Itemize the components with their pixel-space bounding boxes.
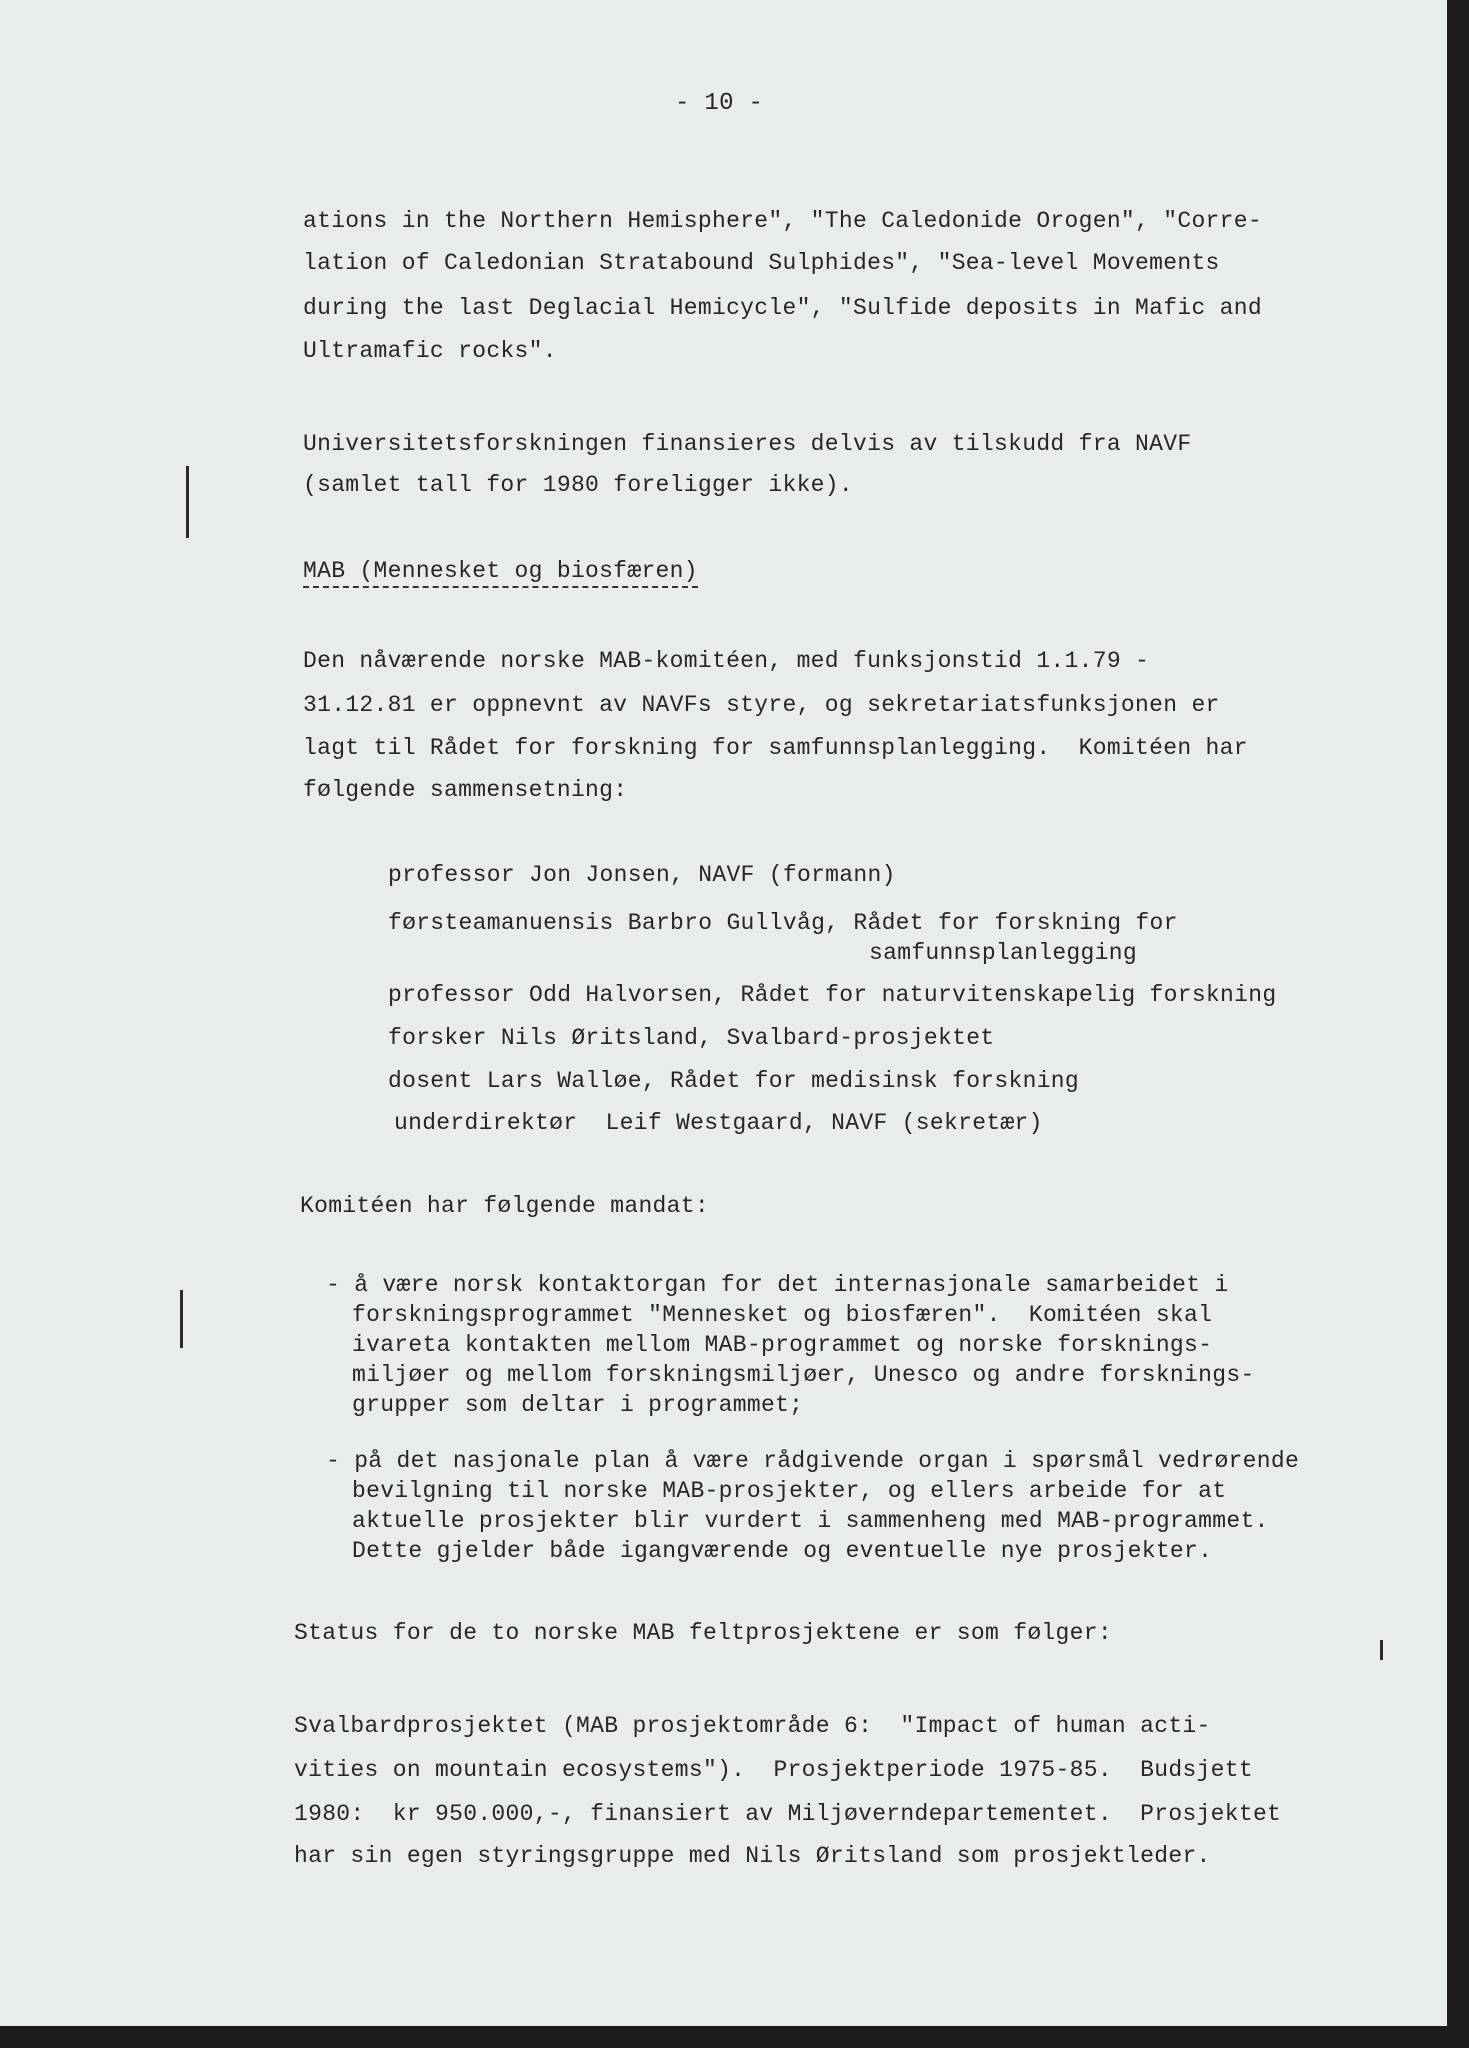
- para3-line-4: følgende sammensetning:: [303, 777, 628, 803]
- bullet1-line-2: forskningsprogrammet "Mennesket og biosfæren". Komitéen skal: [352, 1302, 1213, 1328]
- page-number: - 10 -: [675, 90, 764, 117]
- member-1: professor Jon Jonsen, NAVF (formann): [388, 862, 896, 888]
- bullet1-line-5: grupper som deltar i programmet;: [352, 1392, 804, 1418]
- section-heading-mab: MAB (Mennesket og biosfæren): [303, 558, 698, 588]
- member-2: førsteamanuensis Barbro Gullvåg, Rådet for forskning for: [388, 910, 1178, 936]
- para2-line-1: Universitetsforskningen finansieres delvis av tilskudd fra NAVF: [303, 431, 1192, 457]
- member-2-cont: samfunnsplanlegging: [869, 940, 1137, 966]
- para3-line-1: Den nåværende norske MAB-komitéen, med funksjonstid 1.1.79 -: [303, 648, 1150, 674]
- member-3: professor Odd Halvorsen, Rådet for naturvitenskapelig forskning: [388, 982, 1277, 1008]
- bullet2-line-4: Dette gjelder både igangværende og eventuelle nye prosjekter.: [352, 1538, 1213, 1564]
- bullet2-line-1: - på det nasjonale plan å være rådgivende organ i spørsmål vedrørende: [326, 1448, 1300, 1474]
- member-5: dosent Lars Walløe, Rådet for medisinsk forskning: [388, 1068, 1080, 1094]
- para1-line-2: lation of Caledonian Stratabound Sulphides", "Sea-level Movements: [303, 250, 1220, 276]
- para3-line-2: 31.12.81 er oppnevnt av NAVFs styre, og sekretariatsfunksjonen er: [303, 692, 1220, 718]
- para1-line-3: during the last Deglacial Hemicycle", "Sulfide deposits in Mafic and: [303, 295, 1262, 321]
- bullet2-line-3: aktuelle prosjekter blir vurdert i sammenheng med MAB-programmet.: [352, 1508, 1269, 1534]
- svalbard-line-4: har sin egen styringsgruppe med Nils Øritsland som prosjektleder.: [294, 1843, 1211, 1869]
- mandate-intro: Komitéen har følgende mandat:: [300, 1193, 709, 1219]
- bullet2-line-2: bevilgning til norske MAB-prosjekter, og ellers arbeide for at: [352, 1478, 1227, 1504]
- para1-line-4: Ultramafic rocks".: [303, 338, 557, 364]
- para3-line-3: lagt til Rådet for forskning for samfunnsplanlegging. Komitéen har: [303, 735, 1248, 761]
- para2-line-2: (samlet tall for 1980 foreligger ikke).: [303, 472, 853, 498]
- margin-mark: [180, 1290, 183, 1348]
- svalbard-line-3: 1980: kr 950.000,-, finansiert av Miljøverndepartementet. Prosjektet: [294, 1801, 1282, 1827]
- bullet1-line-3: ivareta kontakten mellom MAB-programmet og norske forsknings-: [352, 1332, 1213, 1358]
- para1-line-1: ations in the Northern Hemisphere", "The Caledonide Orogen", "Corre-: [303, 208, 1262, 234]
- svalbard-line-2: vities on mountain ecosystems"). Prosjektperiode 1975-85. Budsjett: [294, 1757, 1253, 1783]
- margin-mark: [1380, 1640, 1383, 1660]
- member-4: forsker Nils Øritsland, Svalbard-prosjektet: [388, 1025, 995, 1051]
- member-6: underdirektør Leif Westgaard, NAVF (sekretær): [394, 1110, 1043, 1136]
- svalbard-line-1: Svalbardprosjektet (MAB prosjektområde 6: "Impact of human acti-: [294, 1713, 1211, 1739]
- bullet1-line-4: miljøer og mellom forskningsmiljøer, Unesco og andre forsknings-: [352, 1362, 1255, 1388]
- margin-mark: [186, 466, 189, 538]
- bullet1-line-1: - å være norsk kontaktorgan for det internasjonale samarbeidet i: [326, 1272, 1229, 1298]
- status-line: Status for de to norske MAB feltprosjektene er som følger:: [294, 1620, 1112, 1646]
